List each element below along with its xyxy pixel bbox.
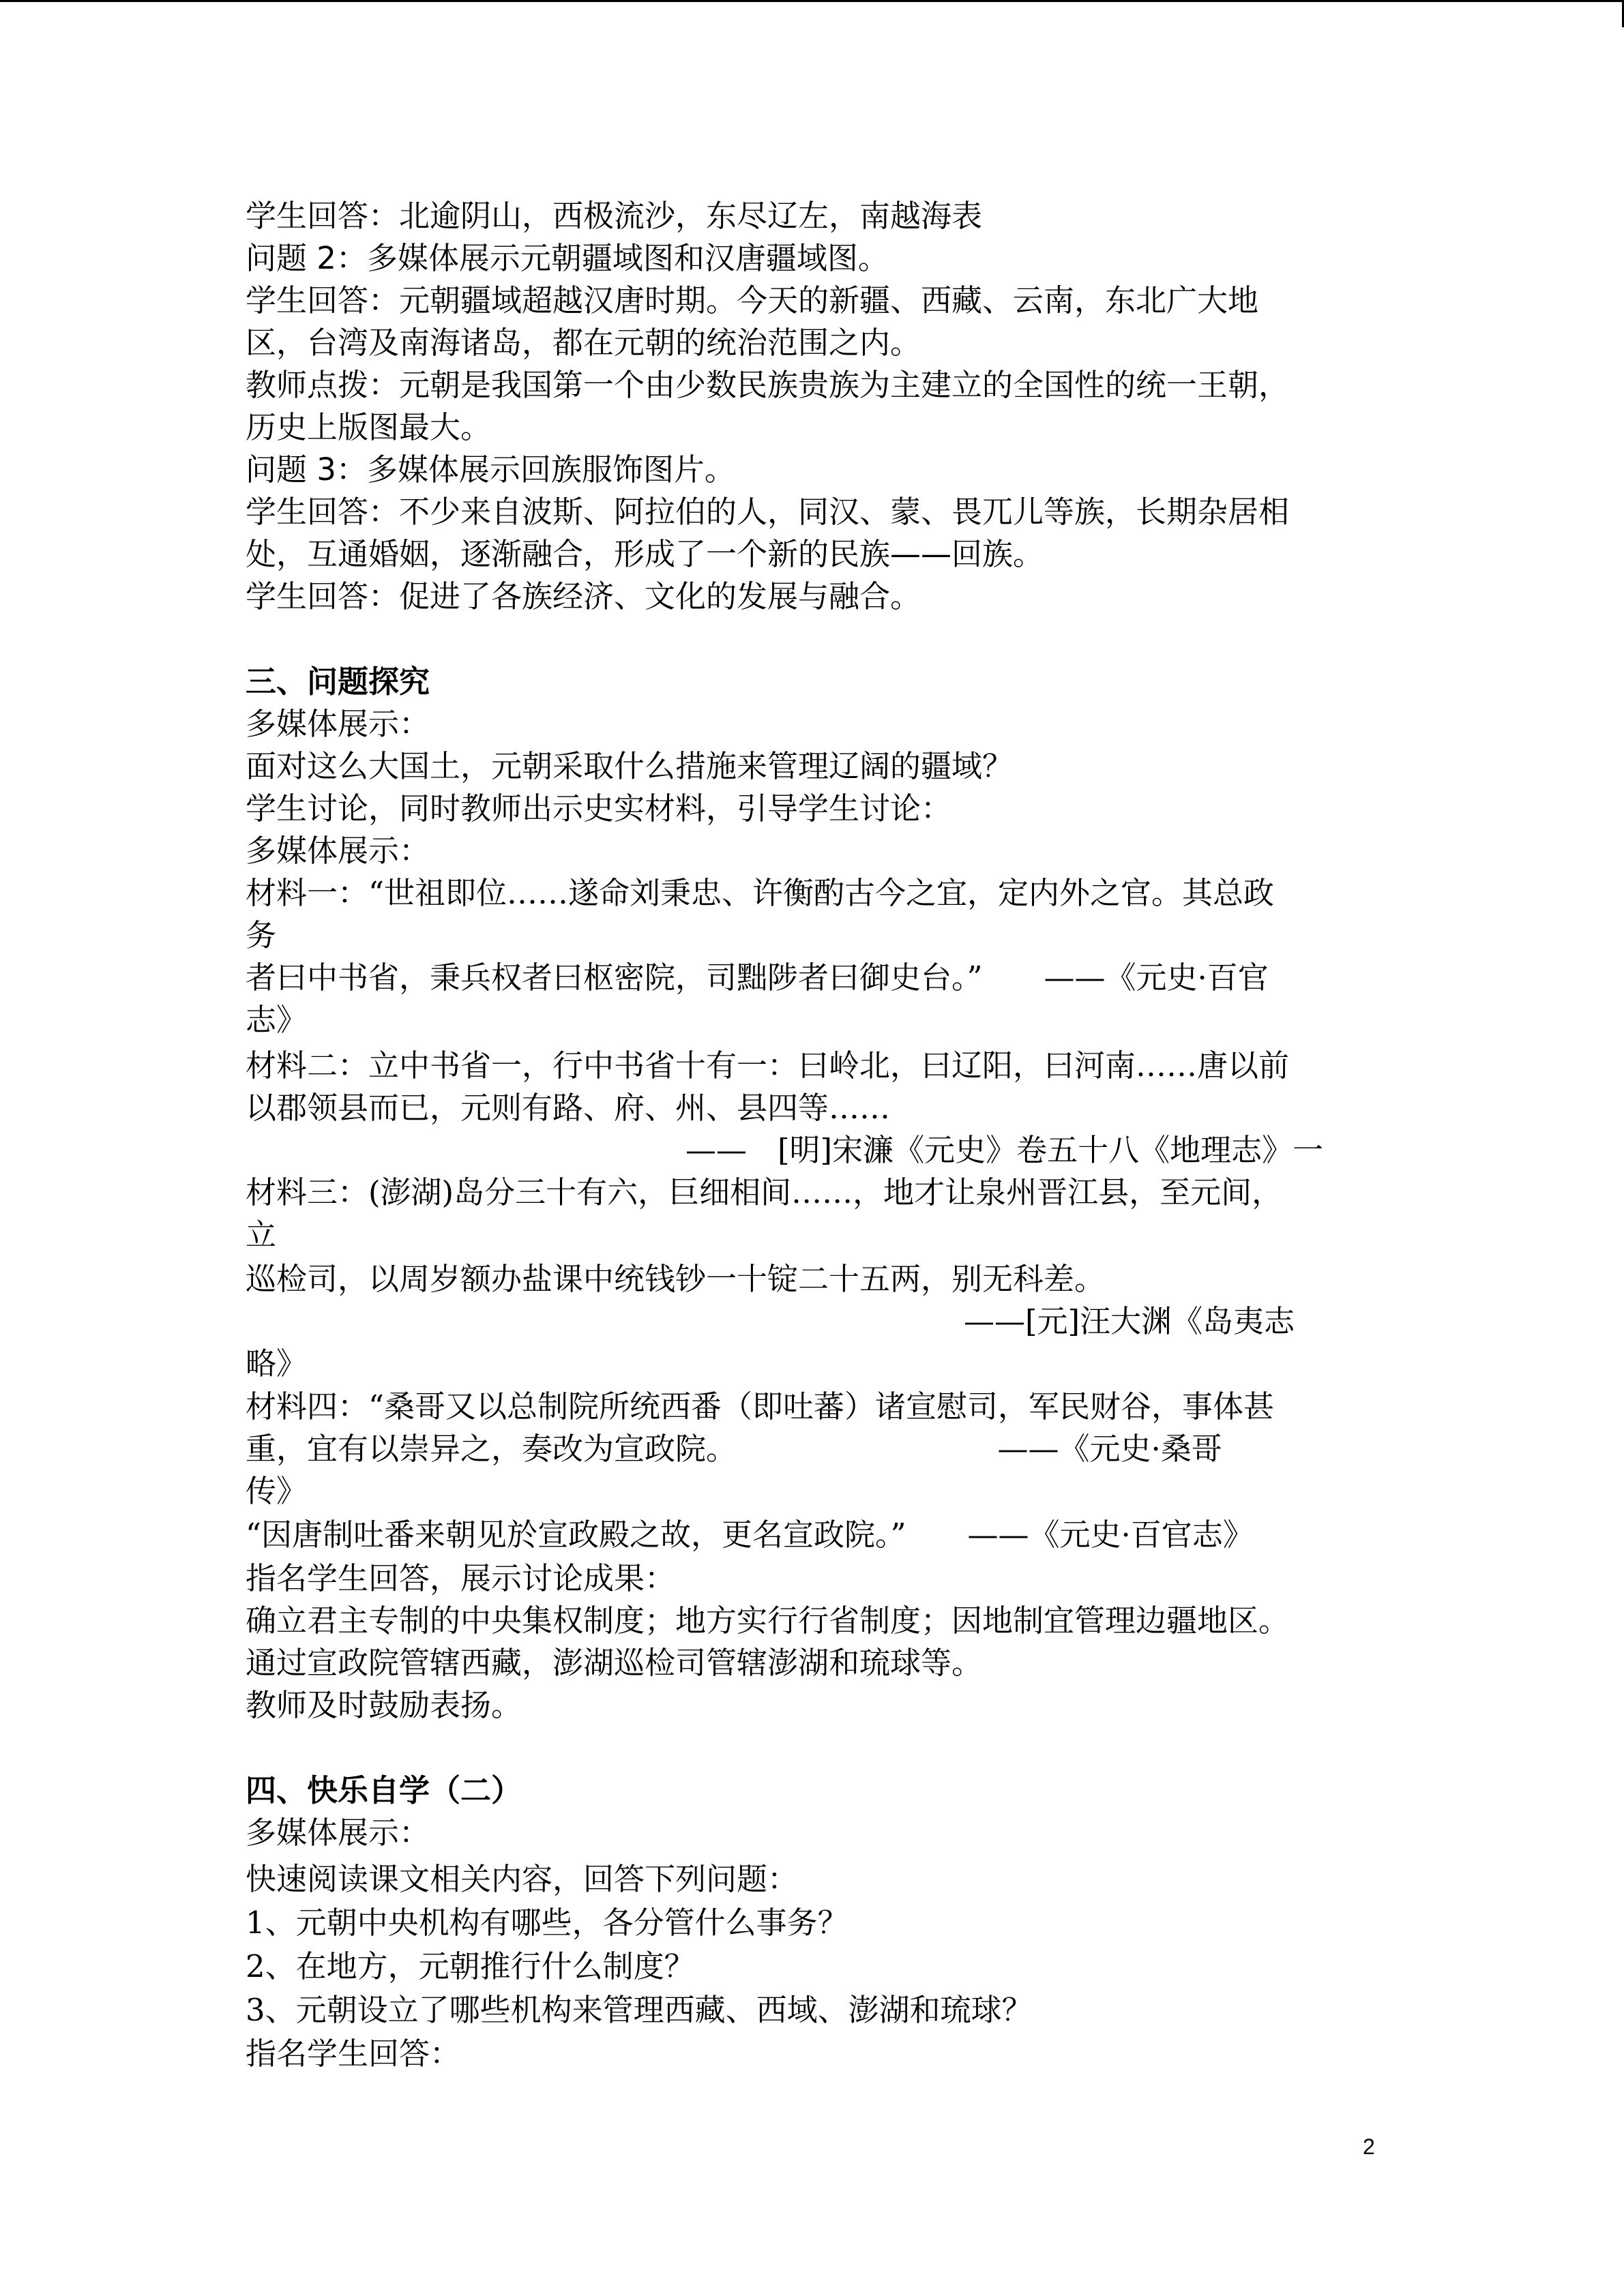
section-heading-self-study: 四、快乐自学（二） [246, 1772, 522, 1808]
text-line: 通过宣政院管辖西藏，澎湖巡检司管辖澎湖和琉球等。 [246, 1645, 983, 1681]
text-line: 指名学生回答： [246, 2036, 461, 2072]
text-line: 学生回答：促进了各族经济、文化的发展与融合。 [246, 578, 921, 614]
text-line: 者曰中书省，秉兵权者曰枢密院，司黜陟者曰御史台。” ——《元史·百官 [246, 959, 1269, 996]
text-line: 面对这么大国土，元朝采取什么措施来管理辽阔的疆域？ [246, 748, 1014, 784]
text-line: 略》 [246, 1345, 308, 1382]
text-line: 学生讨论，同时教师出示史实材料，引导学生讨论： [246, 790, 952, 826]
text-line: 教师及时鼓励表扬。 [246, 1687, 522, 1723]
text-line: “因唐制吐番来朝见於宣政殿之故，更名宣政院。” ——《元史·百官志》 [246, 1517, 1254, 1553]
text-line: 快速阅读课文相关内容，回答下列问题： [246, 1861, 799, 1897]
text-line: 重，宜有以崇异之，奏改为宣政院。 ——《元史·桑哥 [246, 1431, 1222, 1467]
text-line: 区，台湾及南海诸岛，都在元朝的统治范围之内。 [246, 325, 921, 361]
text-line: 学生回答：元朝疆域超越汉唐时期。今天的新疆、西藏、云南，东北广大地 [246, 282, 1259, 318]
text-line: 立 [246, 1217, 277, 1253]
text-line: 务 [246, 917, 277, 953]
text-line: 材料三：(澎湖)岛分三十有六，巨细相间……，地才让泉州晋江县，至元间， [246, 1174, 1283, 1210]
text-line: 历史上版图最大。 [246, 409, 492, 445]
text-line: 志》 [246, 1002, 308, 1038]
text-line: 学生回答：不少来自波斯、阿拉伯的人，同汉、蒙、畏兀儿等族，长期杂居相 [246, 494, 1290, 530]
text-line: 材料一：“世祖即位……遂命刘秉忠、许衡酌古今之宜，定内外之官。其总政 [246, 875, 1275, 911]
text-line: 以郡领县而已，元则有路、府、州、县四等…… [246, 1090, 891, 1126]
text-line: 材料四：“桑哥又以总制院所统西番（即吐蕃）诸宣慰司，军民财谷，事体甚 [246, 1388, 1275, 1425]
text-line: 问题 3：多媒体展示回族服饰图片。 [246, 451, 735, 488]
section-heading-inquiry: 三、问题探究 [246, 664, 430, 700]
text-line: 多媒体展示： [246, 833, 430, 869]
text-line: 处，互通婚姻，逐渐融合，形成了一个新的民族——回族。 [246, 536, 1044, 572]
text-line: 2、在地方，元朝推行什么制度？ [246, 1948, 695, 1984]
text-line: —— [明]宋濂《元史》卷五十八《地理志》一 [685, 1132, 1324, 1168]
text-line: 多媒体展示： [246, 1815, 430, 1851]
page-number: 2 [1363, 2134, 1375, 2159]
text-line: ——[元]汪大渊《岛夷志 [964, 1303, 1295, 1339]
text-line: 指名学生回答，展示讨论成果： [246, 1560, 676, 1596]
text-line: 材料二：立中书省一，行中书省十有一：曰岭北，曰辽阳，曰河南……唐以前 [246, 1047, 1290, 1084]
text-line: 教师点拨：元朝是我国第一个由少数民族贵族为主建立的全国性的统一王朝， [246, 367, 1290, 403]
text-line: 多媒体展示： [246, 706, 430, 742]
text-line: 1、元朝中央机构有哪些，各分管什么事务？ [246, 1905, 848, 1941]
text-line: 问题 2：多媒体展示元朝疆域图和汉唐疆域图。 [246, 240, 889, 276]
text-line: 学生回答：北逾阴山，西极流沙，东尽辽左，南越海表 [246, 198, 983, 234]
text-line: 3、元朝设立了哪些机构来管理西藏、西域、澎湖和琉球？ [246, 1992, 1033, 2028]
page-top-border [0, 0, 1624, 2]
text-line: 传》 [246, 1473, 308, 1509]
text-line: 巡检司，以周岁额办盐课中统钱钞一十锭二十五两，别无科差。 [246, 1261, 1106, 1297]
text-line: 确立君主专制的中央集权制度；地方实行行省制度；因地制宜管理边疆地区。 [246, 1602, 1290, 1639]
